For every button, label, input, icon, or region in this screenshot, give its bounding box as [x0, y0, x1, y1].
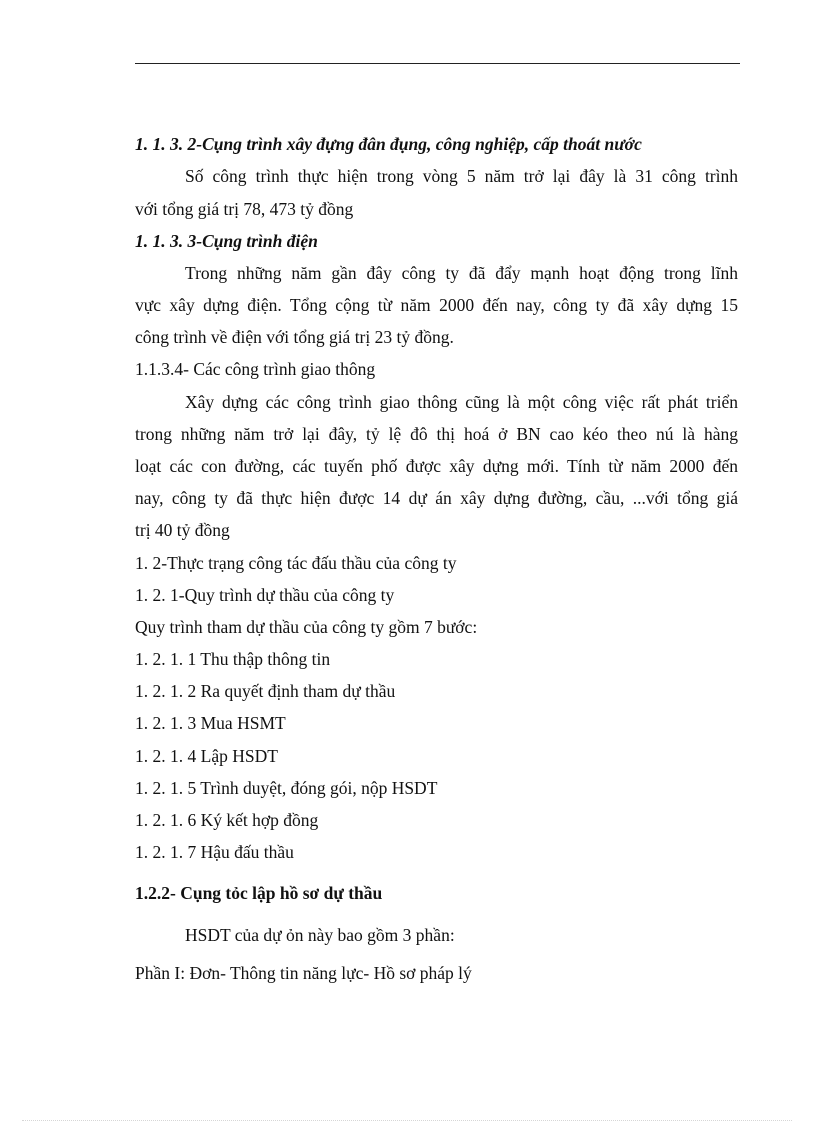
list-item: 1. 2. 1. 2 Ra quyết định tham dự thầu	[135, 681, 396, 701]
paragraph-line: với tổng giá trị 78, 473 tỷ đồng	[135, 199, 354, 219]
paragraph-line: vực xây dựng điện. Tổng cộng từ năm 2000 đến nay, công ty đã xây dựng 15	[135, 295, 738, 315]
paragraph-line: công trình về điện với tổng giá trị 23 tỷ đồng.	[135, 327, 454, 347]
paragraph-line: HSDT của dự ỏn này bao gồm 3 phần:	[185, 925, 455, 945]
heading-1-1-3-4: 1.1.3.4- Các công trình giao thông	[135, 359, 376, 379]
heading-1-1-3-3: 1. 1. 3. 3-Cụng trình điện	[135, 231, 318, 251]
paragraph-line: trong những năm trở lại đây, tỷ lệ đô thị hoá ở BN cao kéo theo nú là hàng	[135, 424, 738, 444]
page-bottom-border	[22, 1120, 792, 1121]
heading-1-2-1: 1. 2. 1-Quy trình dự thầu của công ty	[135, 585, 395, 605]
list-item: 1. 2. 1. 5 Trình duyệt, đóng gói, nộp HSDT	[135, 778, 438, 798]
heading-1-1-3-2: 1. 1. 3. 2-Cụng trình xây đựng đân đụng, công nghiệp, cấp thoát nước	[135, 134, 642, 154]
paragraph-line: Trong những năm gần đây công ty đã đẩy mạnh hoạt động trong lĩnh	[185, 263, 738, 283]
list-item: 1. 2. 1. 7 Hậu đấu thầu	[135, 842, 294, 862]
list-item: 1. 2. 1. 6 Ký kết hợp đồng	[135, 810, 319, 830]
header-rule	[135, 63, 740, 64]
list-item: 1. 2. 1. 4 Lập HSDT	[135, 746, 278, 766]
paragraph-line: Số công trình thực hiện trong vòng 5 năm trở lại đây là 31 công trình	[185, 166, 738, 186]
paragraph-line: Xây dựng các công trình giao thông cũng là một công việc rất phát triển	[185, 392, 738, 412]
list-item: 1. 2. 1. 3 Mua HSMT	[135, 713, 286, 733]
paragraph-line: Phần I: Đơn- Thông tin năng lực- Hồ sơ pháp lý	[135, 963, 472, 983]
paragraph-line: loạt các con đường, các tuyến phố được xây dựng mới. Tính từ năm 2000 đến	[135, 456, 738, 476]
paragraph-line: trị 40 tỷ đồng	[135, 520, 230, 540]
heading-1-2: 1. 2-Thực trạng công tác đấu thầu của công ty	[135, 553, 457, 573]
list-item: 1. 2. 1. 1 Thu thập thông tin	[135, 649, 331, 669]
paragraph-line: nay, công ty đã thực hiện được 14 dự án xây dựng đường, cầu, ...với tổng giá	[135, 488, 738, 508]
steps-intro: Quy trình tham dự thầu của công ty gồm 7 bước:	[135, 617, 478, 637]
heading-1-2-2: 1.2.2- Cụng tỏc lập hồ sơ dự thầu	[135, 883, 383, 903]
